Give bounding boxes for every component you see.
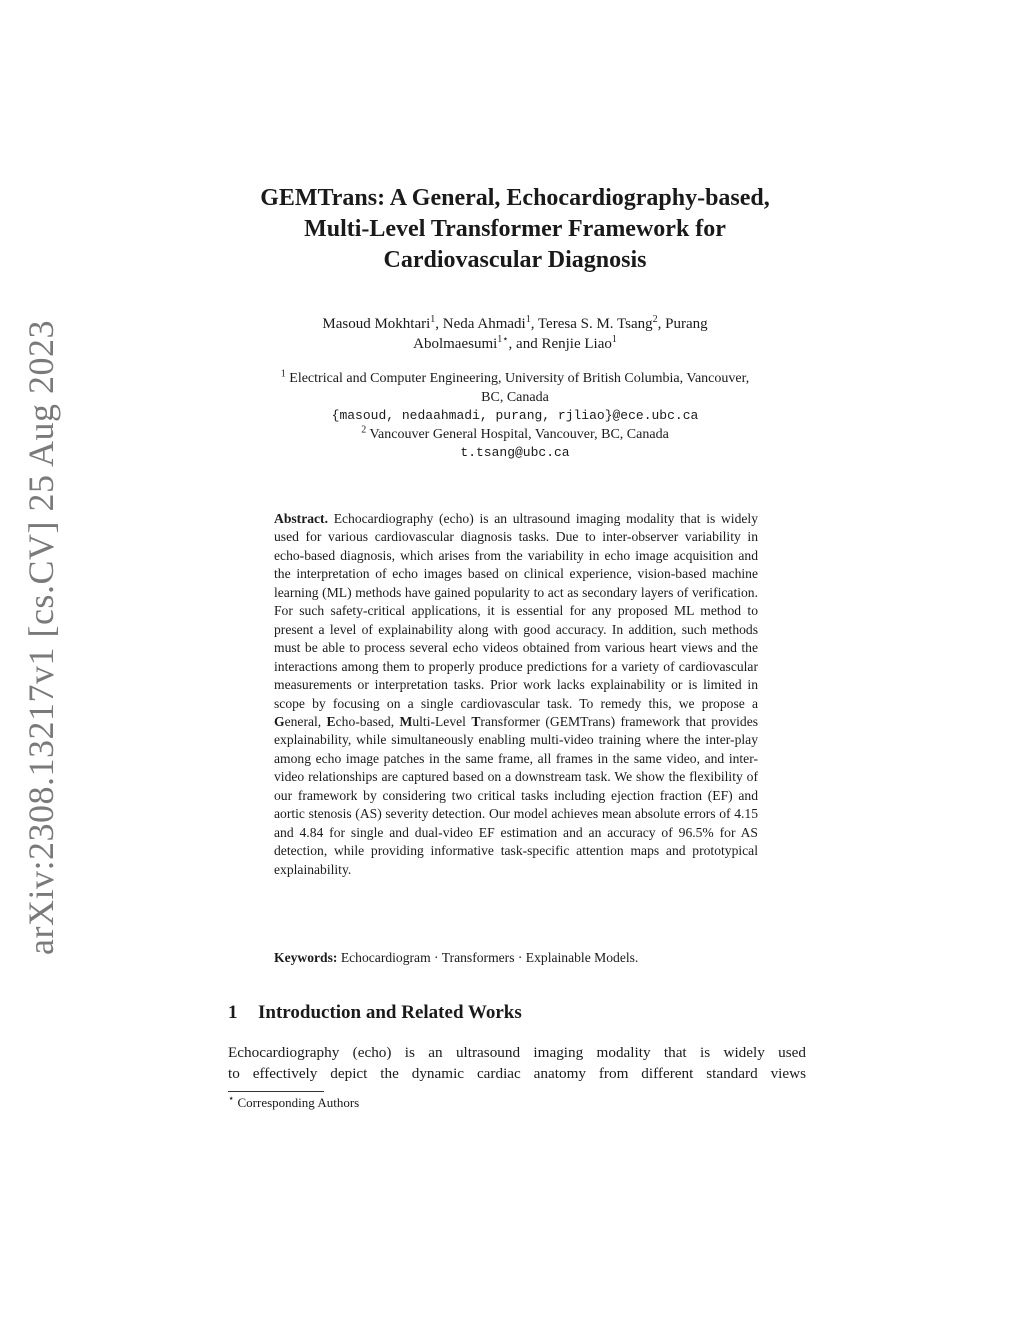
abstract-text: ulti-Level bbox=[412, 713, 472, 729]
author-name: , Neda Ahmadi bbox=[435, 316, 526, 332]
title-line: Cardiovascular Diagnosis bbox=[383, 247, 647, 273]
footnote-text: Corresponding Authors bbox=[234, 1095, 360, 1110]
affiliations bbox=[225, 370, 805, 463]
affiliation-2-email[interactable]: t.tsang@ubc.ca bbox=[460, 445, 570, 460]
arxiv-identifier-stamp: arXiv:2308.13217v1 [cs.CV] 25 Aug 2023 bbox=[21, 320, 61, 955]
affiliation-1-email[interactable]: {masoud, nedaahmadi, purang, rjliao}@ece.ubc.ca bbox=[331, 408, 699, 423]
author-name: Abolmaesumi bbox=[413, 336, 498, 352]
affiliation-marker: 1 bbox=[280, 368, 286, 380]
author-list bbox=[240, 314, 790, 354]
footnote-marker: ⋆ bbox=[228, 1093, 235, 1105]
section-heading bbox=[228, 1001, 808, 1025]
affiliation-text: Vancouver General Hospital, Vancouver, BC, Canada bbox=[366, 426, 669, 442]
keywords bbox=[274, 949, 758, 967]
section-title: Introduction and Related Works bbox=[258, 1002, 522, 1023]
footnote-divider bbox=[228, 1091, 324, 1092]
author-name: , Purang bbox=[657, 316, 708, 332]
affiliation-marker: 1 bbox=[525, 314, 531, 325]
affiliation-marker: 1 bbox=[611, 334, 617, 345]
footnote bbox=[228, 1095, 359, 1111]
affiliation-1-line: BC, Canada bbox=[481, 389, 549, 405]
acronym-letter: E bbox=[326, 713, 336, 729]
author-line bbox=[240, 334, 790, 354]
affiliation-2-line bbox=[225, 423, 805, 445]
abstract-label: Abstract. bbox=[274, 511, 328, 526]
author-line bbox=[240, 314, 790, 334]
keywords-text: Echocardiogram · Transformers · Explainable Models. bbox=[337, 950, 639, 965]
abstract-text: cho-based, bbox=[335, 713, 400, 729]
keywords-label: Keywords: bbox=[274, 950, 338, 965]
acronym-letter: G bbox=[274, 713, 285, 729]
affiliation-marker: 1⋆ bbox=[497, 334, 509, 345]
abstract-text: eneral, bbox=[284, 713, 327, 729]
author-name: , and Renjie Liao bbox=[508, 336, 612, 352]
abstract-text: ransformer (GEMTrans) framework that provides explainability, while simultaneously enabling multi-video training where the inter-play among echo image patches in the same frame, all frames in the same video, and inter-video relationships are captured based on a downstream task. We show the flexibility of our framework by considering two critical tasks including ejection fraction (EF) and aortic stenosis (AS) severity detection. Our model achieves mean absolute errors of 4.15 and 4.84 for single and dual-video EF estimation and an accuracy of 96.5% for AS detection, while providing informative task-specific attention maps and prototypical explainability. bbox=[274, 713, 759, 877]
affiliation-marker: 2 bbox=[652, 314, 658, 325]
affiliation-text: Electrical and Computer Engineering, University of British Columbia, Vancouver, bbox=[285, 371, 750, 386]
abstract-text: Echocardiography (echo) is an ultrasound imaging modality that is widely used for various cardiovascular diagnosis tasks. Due to inter-observer variability in echo-based diagnosis, which arises from the variability in echo image acquisition and the interpretation of echo images based on clinical experience, vision-based machine learning (ML) methods have gained popularity to act as secondary layers of verification. For such safety-critical applications, it is essential for any proposed ML method to present a level of explainability along with good accuracy. In addition, such methods must be able to process several echo videos obtained from various heart views and the interactions among them to properly produce predictions for a variety of cardiovascular measurements or interpretation tasks. Prior work lacks explainability or is limited in scope by focusing on a single cardiovascular task. To remedy this, we propose a bbox=[274, 511, 758, 711]
body-paragraph bbox=[228, 1043, 806, 1084]
affiliation-marker: 2 bbox=[361, 423, 367, 435]
abstract bbox=[274, 510, 758, 879]
body-line: to effectively depict the dynamic cardiac anatomy from different standard views bbox=[228, 1064, 806, 1082]
title-line: Multi-Level Transformer Framework for bbox=[304, 216, 726, 242]
author-name: , Teresa S. M. Tsang bbox=[530, 316, 653, 332]
acronym-letter: M bbox=[399, 713, 413, 729]
body-line: Echocardiography (echo) is an ultrasound imaging modality that is widely used bbox=[228, 1044, 806, 1061]
section-number: 1 bbox=[228, 1002, 238, 1023]
affiliation-marker: 1 bbox=[430, 314, 436, 325]
title-line: GEMTrans: A General, Echocardiography-based, bbox=[260, 185, 770, 211]
acronym-letter: T bbox=[471, 713, 481, 729]
paper-title bbox=[200, 183, 830, 276]
author-name: Masoud Mokhtari bbox=[322, 316, 431, 332]
affiliation-1-line bbox=[225, 370, 805, 389]
